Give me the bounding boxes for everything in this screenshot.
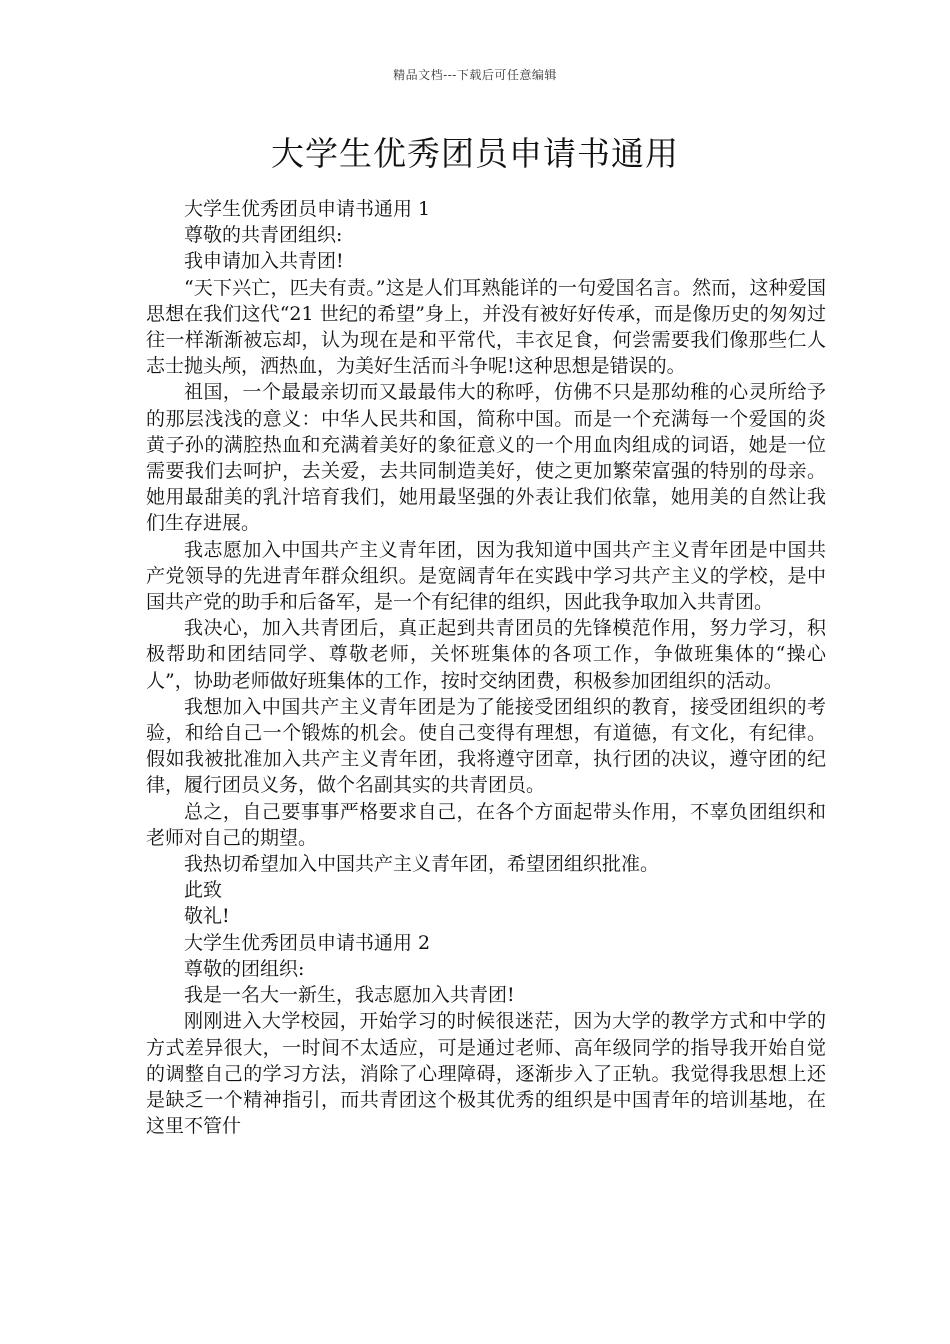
salutation: 尊敬的团组织: (184, 957, 305, 980)
paragraph: 我申请加入共青团! (184, 250, 344, 273)
closing: 敬礼! (184, 905, 230, 928)
paragraph: 总之，自己要事事严格要求自己，在各个方面起带头作用，不辜负团组织和老师对自己的期望。 (146, 800, 826, 849)
closing: 此致 (184, 879, 223, 902)
document-title: 大学生优秀团员申请书通用 (271, 134, 679, 173)
document-body (146, 196, 826, 1139)
paragraph: 我决心，加入共青团后，真正起到共青团员的先锋模范作用，努力学习，积极帮助和团结同学、尊敬老师，关怀班集体的各项工作，争做班集体的“操心人”，协助老师做好班集体的工作，按时交纳团费，积极参加团组织的活动。 (146, 617, 826, 692)
paragraph: 祖国，一个最最亲切而又最最伟大的称呼，仿佛不只是那幼稚的心灵所给予的那层浅浅的意义：中华人民共和国，简称中国。而是一个充满每一个爱国的炎黄子孙的满腔热血和充满着美好的象征意义的一个用血肉组成的词语，她是一位需要我们去呵护，去关爱，去共同制造美好，使之更加繁荣富强的特别的母亲。她用最甜美的乳汁培育我们，她用最坚强的外表让我们依靠，她用美的自然让我们生存进展。 (146, 381, 826, 535)
salutation: 尊敬的共青团组织: (184, 224, 343, 247)
paragraph: 我志愿加入中国共产主义青年团，因为我知道中国共产主义青年团是中国共产党领导的先进青年群众组织。是宽阔青年在实践中学习共产主义的学校，是中国共产党的助手和后备军，是一个有纪律的组织，因此我争取加入共青团。 (146, 538, 826, 614)
paragraph: 我热切希望加入中国共产主义青年团，希望团组织批准。 (184, 853, 660, 876)
section-heading-2: 大学生优秀团员申请书通用 2 (184, 931, 431, 954)
paragraph: “天下兴亡，匹夫有责。”这是人们耳熟能详的一句爱国名言。然而，这种爱国思想在我们这代“21 世纪的希望”身上，并没有被好好传承，而是像历史的匆匆过往一样渐渐被忘却，认为现在是和平常代，丰衣足食，何尝需要我们像那些仁人志士抛头颅，洒热血，为美好生活而斗争呢!这种思想是错误的。 (146, 276, 826, 378)
paragraph: 刚刚进入大学校园，开始学习的时候很迷茫，因为大学的教学方式和中学的方式差异很大，一时间不太适应，可是通过老师、高年级同学的指导我开始自觉的调整自己的学习方法，消除了心理障碍，逐渐步入了正轨。我觉得我思想上还是缺乏一个精神指引，而共青团这个极其优秀的组织是中国青年的培训基地，在这里不管什 (146, 1010, 826, 1138)
header-note: 精品文档---下载后可任意编辑 (393, 68, 557, 82)
paragraph: 我想加入中国共产主义青年团是为了能接受团组织的教育，接受团组织的考验，和给自己一个锻炼的机会。使自己变得有理想，有道德，有文化，有纪律。假如我被批准加入共产主义青年团，我将遵守团章，执行团的决议，遵守团的纪律，履行团员义务，做个名副其实的共青团员。 (146, 695, 826, 797)
paragraph: 我是一名大一新生，我志愿加入共青团! (184, 984, 515, 1007)
section-heading-1: 大学生优秀团员申请书通用 1 (184, 198, 431, 220)
